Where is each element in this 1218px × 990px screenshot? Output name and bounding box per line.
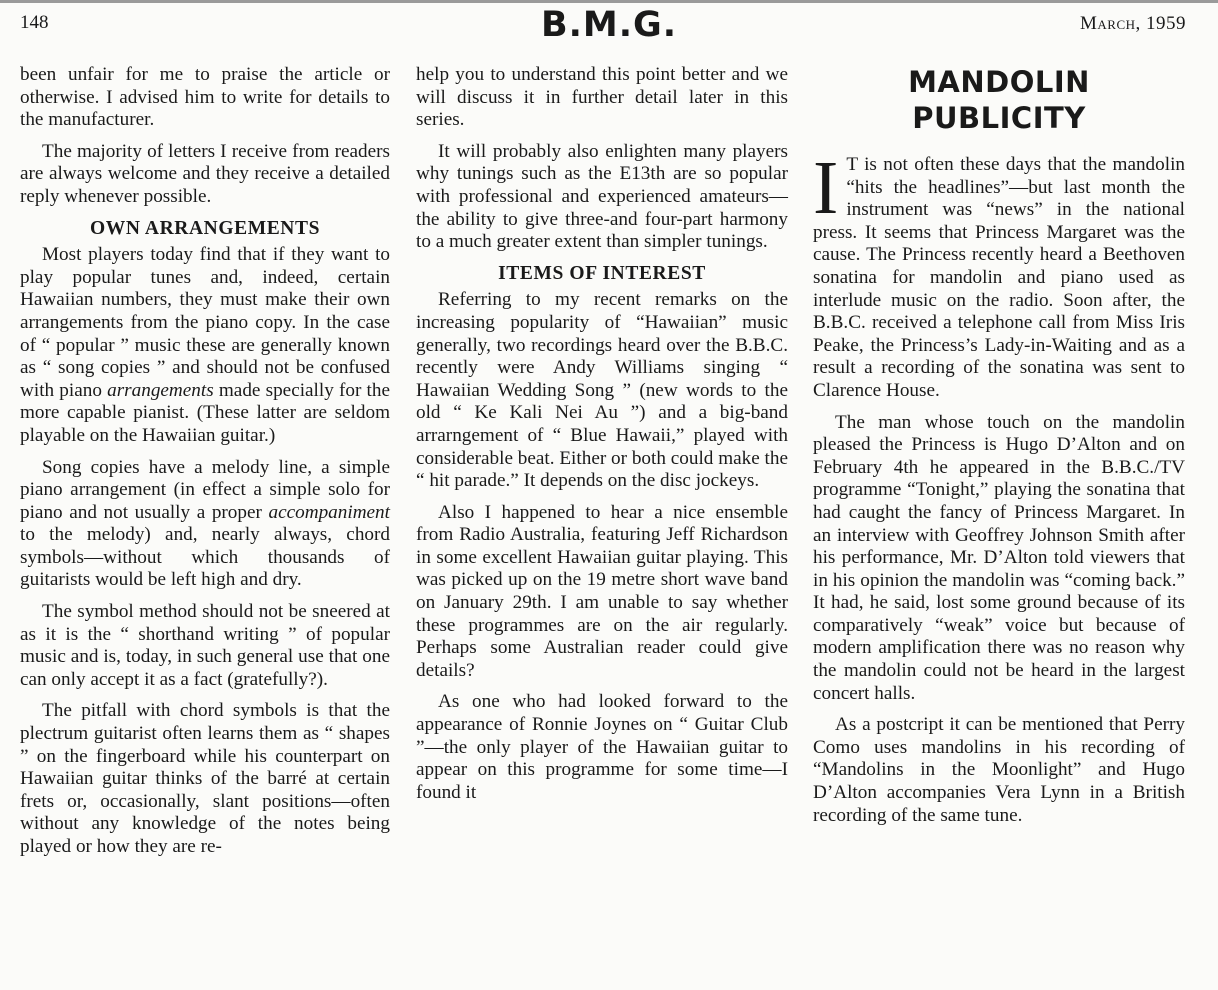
text-run: made specially for the more capable pianist. (These latter are seldom playable on the Hawaiian guitar.) [20, 379, 390, 446]
column-2 [416, 64, 788, 813]
article-title-line: PUBLICITY [912, 101, 1086, 135]
paragraph: As a postcript it can be mentioned that Perry Como uses mandolins in his recording of “Mandolins in the Moonlight” and Hugo D’Alton accompanies Vera Lynn in a British recording of the same tune. [813, 714, 1185, 826]
issue-date: March, 1959 [1079, 13, 1186, 34]
paragraph [20, 457, 390, 593]
paragraph: Also I happened to hear a nice ensemble from Radio Australia, featuring Jeff Richardson in some excellent Hawaiian guitar playing. This was picked up on the 19 metre short wave band on January 29th. I am unable to say whether these programmes are on the air regularly. Perhaps some Australian reader could give details? [416, 501, 788, 681]
paragraph: Referring to my recent remarks on the increasing popularity of “Hawaiian” music generally, two recordings heard over the B.B.C. recently were Andy Williams singing “ Hawaiian Wedding Song ” (new words to the old “ Ke Kali Nei Au ”) and a big-band arrarngement of “ Blue Hawaii,” played with considerable beat. Either or both could make the “ hit parade.” It depends on the disc jockeys. [416, 289, 788, 492]
text-run: Most players today find that if they want to play popular tunes and, indeed, certain Hawaiian numbers, they must make their own arrangements from the piano copy. In the case of “ popular ” music these are generally known as “ song copies ” and should not be confused with piano [20, 244, 390, 401]
paragraph [813, 146, 1185, 403]
column-3 [813, 64, 1185, 836]
masthead-logo: B.M.G. [540, 5, 678, 45]
paragraph: been unfair for me to praise the article or otherwise. I advised him to write for details to the manufacturer. [20, 64, 390, 131]
page-number: 148 [20, 12, 49, 33]
page-header [0, 0, 1218, 62]
article-title-line: MANDOLIN [908, 65, 1090, 99]
drop-cap-letter: I [813, 146, 839, 230]
article-title [813, 64, 1185, 136]
emphasis-text: arrangements [107, 379, 214, 401]
text-run: to the melody) and, nearly always, chord symbols—without which thousands of guitarists would be left high and dry. [20, 524, 390, 591]
column-1 [20, 64, 390, 868]
emphasis-text: accompaniment [268, 501, 390, 523]
text-run: Song copies have a melody line, a simple piano arrangement (in effect a simple solo for piano and not usually a proper [20, 456, 390, 523]
section-heading-own-arrangements: OWN ARRANGEMENTS [89, 217, 321, 239]
paragraph: help you to understand this point better and we will discuss it in further detail later in this series. [416, 64, 788, 131]
section-heading-items-of-interest: ITEMS OF INTEREST [498, 262, 706, 284]
paragraph: The man whose touch on the mandolin pleased the Princess is Hugo D’Alton and on February 4th he appeared in the B.B.C./TV programme “Tonight,” playing the sonatina that had caught the fancy of Princess Margaret. In an interview with Geoffrey Johnson Smith after his performance, Mr. D’Alton told viewers that in his opinion the mandolin was “coming back.” It had, he said, lost some ground because of its comparatively “weak” voice but because of modern amplification there was no reason why the mandolin could not be heard in the largest concert halls. [813, 411, 1185, 704]
text-run: T is not often these days that the mandolin “hits the headlines”—but last month the instrument was “news” in the national press. It seems that Princess Margaret was the cause. The Princess recently heard a Beethoven sonatina for mandolin and piano used as interlude music on the radio. Soon after, the B.B.C. received a telephone call from Miss Iris Peake, the Princess’s Lady-in-Waiting and as a result a recording of the sonatina was sent to Clarence House. [813, 154, 1185, 401]
paragraph: The pitfall with chord symbols is that the plectrum guitarist often learns them as “ shapes ” on the fingerboard while his counterpart on Hawaiian guitar thinks of the barré at certain frets or, occasionally, slant positions—often without any knowledge of the notes being played or how they are re- [20, 700, 390, 857]
paragraph: As one who had looked forward to the appearance of Ronnie Joynes on “ Guitar Club ”—the only player of the Hawaiian guitar to appear on this programme for some time—I found it [416, 691, 788, 803]
paragraph: It will probably also enlighten many players why tunings such as the E13th are so popular with professional and experienced amateurs—the ability to give three-and four-part harmony to a much greater extent than simpler tunings. [416, 140, 788, 253]
paragraph: The majority of letters I receive from readers are always welcome and they receive a detailed reply whenever possible. [20, 140, 390, 207]
paragraph [20, 244, 390, 447]
paragraph: The symbol method should not be sneered at as it is the “ shorthand writing ” of popular music and is, today, in such general use that one can only accept it as a fact (gratefully?). [20, 601, 390, 690]
